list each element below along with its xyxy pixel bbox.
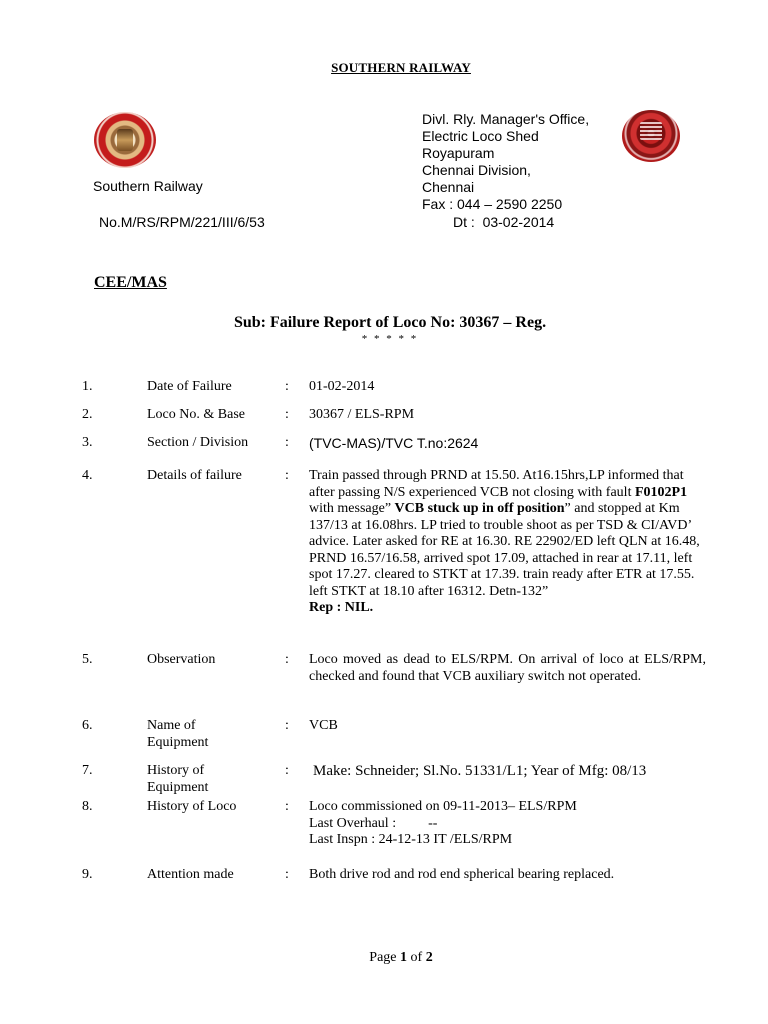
item-value: Loco moved as dead to ELS/RPM. On arrival of loco at ELS/RPM, checked and found that VCB auxiliary switch not operated. xyxy=(309,652,706,684)
last-overhaul-value: -- xyxy=(428,815,438,831)
fault-message: VCB stuck up in off position xyxy=(394,501,565,516)
org-name: Southern Railway xyxy=(93,178,203,194)
item-number: 1. xyxy=(82,379,93,394)
date-label: Dt : xyxy=(453,214,475,230)
fault-code: F0102P1 xyxy=(634,484,688,500)
reference-number: No.M/RS/RPM/221/III/6/53 xyxy=(99,214,265,230)
item-colon: : xyxy=(285,652,289,667)
commissioned-line: Loco commissioned on 09-11-2013– ELS/RPM xyxy=(309,799,577,814)
subject-line: Sub: Failure Report of Loco No: 30367 – Reg. xyxy=(233,314,547,331)
item-value: Both drive rod and rod end spherical bearing replaced. xyxy=(309,867,615,882)
failure-details-text: with message” xyxy=(309,501,395,516)
item-colon: : xyxy=(285,799,289,814)
item-label: Section / Division xyxy=(147,435,249,450)
page-mid: of xyxy=(407,950,426,965)
last-inspection-line: Last Inspn : 24-12-13 IT /ELS/RPM xyxy=(309,832,513,847)
item-label: Details of failure xyxy=(147,468,242,483)
page-number-footer xyxy=(0,950,768,966)
address-line: Chennai Division, xyxy=(422,162,531,178)
item-number: 5. xyxy=(82,652,93,667)
item-colon: : xyxy=(285,407,289,422)
item-number: 6. xyxy=(82,718,93,733)
rep-note: Rep : NIL. xyxy=(309,600,374,615)
item-label: History of Equipment xyxy=(147,763,209,795)
item-number: 9. xyxy=(82,867,93,882)
item-label: Loco No. & Base xyxy=(147,407,245,422)
last-overhaul-line xyxy=(309,816,706,833)
item-colon: : xyxy=(285,718,289,733)
separator-asterisks: * * * * * xyxy=(361,333,419,345)
item-label: History of Loco xyxy=(147,799,237,814)
addressee: CEE/MAS xyxy=(94,274,167,291)
address-line: Chennai xyxy=(422,179,475,195)
fax-line: Fax : 044 – 2590 2250 xyxy=(422,196,563,212)
date-value: 03-02-2014 xyxy=(482,214,555,230)
address-line: Divl. Rly. Manager's Office, xyxy=(422,111,590,127)
item-value: Make: Schneider; Sl.No. 51331/L1; Year of Mfg: 08/13 xyxy=(313,763,647,779)
office-address xyxy=(422,111,589,213)
item-label: Attention made xyxy=(147,867,234,882)
item-colon: : xyxy=(285,763,289,778)
item-number: 3. xyxy=(82,435,93,450)
address-line: Electric Loco Shed xyxy=(422,128,539,144)
item-label: Date of Failure xyxy=(147,379,232,394)
current-page: 1 xyxy=(400,950,408,965)
item-colon: : xyxy=(285,468,289,483)
letter-date xyxy=(453,214,554,230)
failure-details-text: Train passed through PRND at 15.50. At16.15hrs,LP informed that after passing N/S experienced VCB not closing with fault xyxy=(309,468,684,500)
failure-details xyxy=(309,468,706,617)
failure-details-text: ” and stopped at Km 137/13 at 16.08hrs. LP tried to trouble shoot as per TSD & CI/AVD’ advice. Later asked for RE at 16.30. RE 22902/ED left QLN at 16.48, PRND 16.57/16.58, arrived spot 17.09, attached in rear at 17.11, left spot 17.27. cleared to STKT at 17.39. train ready after ETR at 17.55. left STKT at 18.10 after 16312. Detn-132” xyxy=(309,501,700,599)
item-value: 01-02-2014 xyxy=(309,379,375,394)
item-number: 8. xyxy=(82,799,93,814)
item-colon: : xyxy=(285,435,289,450)
page-prefix: Page xyxy=(369,950,401,965)
item-colon: : xyxy=(285,379,289,394)
item-number: 4. xyxy=(82,468,93,483)
electric-loco-shed-logo xyxy=(622,110,680,162)
total-pages: 2 xyxy=(425,950,433,965)
last-overhaul-label: Last Overhaul : xyxy=(309,815,397,831)
item-colon: : xyxy=(285,867,289,882)
item-label: Name of Equipment xyxy=(147,718,209,750)
loco-history-details xyxy=(309,799,706,849)
item-label: Observation xyxy=(147,652,216,667)
item-value: VCB xyxy=(309,718,338,733)
address-line: Royapuram xyxy=(422,145,495,161)
org-heading: SOUTHERN RAILWAY xyxy=(331,60,471,75)
railway-emblem-logo xyxy=(94,112,156,168)
item-value: (TVC-MAS)/TVC T.no:2624 xyxy=(309,435,479,451)
item-number: 2. xyxy=(82,407,93,422)
item-value: 30367 / ELS-RPM xyxy=(309,407,415,422)
item-number: 7. xyxy=(82,763,93,778)
